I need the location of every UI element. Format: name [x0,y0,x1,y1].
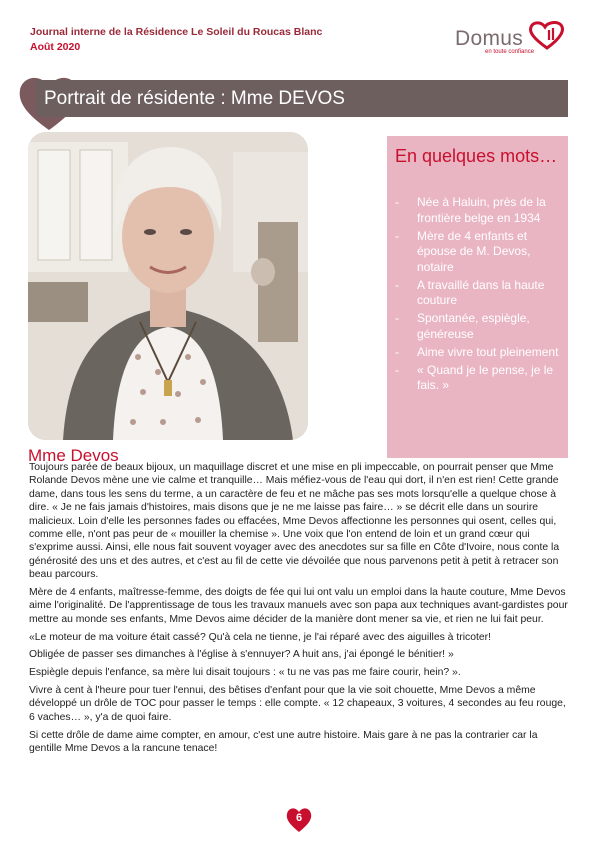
article-paragraph: Toujours parée de beaux bijoux, un maquillage discret et une mise en pli impeccable, on pourrait penser que Mme Rolande Devos mène une vie calme et tranquille… Mais méfiez-vous de l'eau qui dort, il n'en est rien! Cette grande dame, dans tous les sens du terme, a un caractère de feu et ne mâche pas ses mots lorsqu'elle a quelque chose à dire. « Je ne fais jamais d'histoires, mais disons que je ne me laisse pas faire… » se décrit elle dans un sourire malicieux. Loin d'elle les personnes fades ou effacées, Mme Devos affectionne les personnes qui osent, celles qui, comme elle, n'ont pas peur de « mouiller la chemise ». Une voix que l'on entend de loin et un grand cœur qui s'exprime aussi. Ainsi, elle nous fait souvent voyager avec des anecdotes sur sa fille en Côte d'Ivoire, nous conte la générosité des uns et des autres, et c'est au fil de cette vie dévoilée que nous parvenons petit à petit à retracer son beau parcours. [29,462,560,581]
fact-text: Mère de 4 enfants et épouse de M. Devos, notaire [417,228,531,274]
photo-illustration [28,132,308,440]
list-item [395,229,563,276]
article-paragraph: Obligée de passer ses dimanches à l'église à s'ennuyer? A huit ans, j'ai épongé le bénitier! » [29,649,454,661]
article-paragraph: Vivre à cent à l'heure pour tuer l'ennui, des bêtises d'enfant pour que la vie soit chouette, Mme Devos a même développé un drôle de TOC pour passer le temps : elle compte. « 12 chapeaux, 3 voitures, 4 secondes au feu rouge, 6 vaches… », y'a de quoi faire. [29,685,566,723]
fact-text: Née à Haluin, près de la frontière belge en 1934 [417,195,546,225]
list-item [395,363,563,394]
fact-text: Aime vivre tout pleinement [417,344,559,359]
facts-sidebar [387,136,568,458]
article-paragraph: Espiègle depuis l'enfance, sa mère lui disait toujours : « tu ne vas pas me faire courir, hein? ». [29,667,461,679]
issue-date: Août 2020 [30,41,81,53]
dash-bullet: - [395,344,399,359]
dash-bullet: - [395,195,399,209]
photo-caption: Mme Devos [28,446,119,465]
article-body [29,461,573,760]
article-paragraph: «Le moteur de ma voiture était cassé? Qu'à cela ne tienne, je l'ai réparé avec des aiguilles à tricoter! [29,631,491,643]
list-item [395,311,563,342]
dash-bullet: - [395,362,399,377]
fact-text: Spontanée, espiègle, généreuse [417,311,530,341]
dash-bullet: - [395,311,399,326]
list-item [395,345,563,361]
resident-photo [28,132,308,440]
fact-text: « Quand je le pense, je le fais. » [417,362,554,393]
page-title: Portrait de résidente : Mme DEVOS [44,88,345,109]
domus-logo [455,20,567,60]
list-item [395,278,563,309]
logo-tagline: en toute confiance [485,49,535,55]
page-number [285,805,313,833]
article-paragraph: Mère de 4 enfants, maîtresse-femme, des doigts de fée qui lui ont valu un emploi dans la haute couture, Mme Devos aime l'originalité. De l'apprentissage de tous les travaux manuels avec son papa aux techniques avant-gardistes pour mettre au monde ses enfants, Mme Devos aime décider de la manière dont mener sa vie, et rien ne lui fait peur. [29,587,568,625]
journal-title: Journal interne de la Résidence Le Soleil du Roucas Blanc [30,26,323,38]
logo-word: Domus [455,27,524,50]
fact-text: A travaillé dans la haute couture [417,277,545,308]
sidebar-title: En quelques mots… [395,146,558,166]
facts-list [395,195,563,396]
article-paragraph: Si cette drôle de dame aime compter, en amour, c'est une autre histoire. Mais gare à ne pas la contrarier car la gentille Mme Devos a la rancune tenace! [29,729,538,755]
list-item [395,195,563,226]
dash-bullet: - [395,228,399,243]
logo-heart-icon [527,20,567,50]
page-number-text: 6 [295,812,303,824]
dash-bullet: - [395,277,399,292]
